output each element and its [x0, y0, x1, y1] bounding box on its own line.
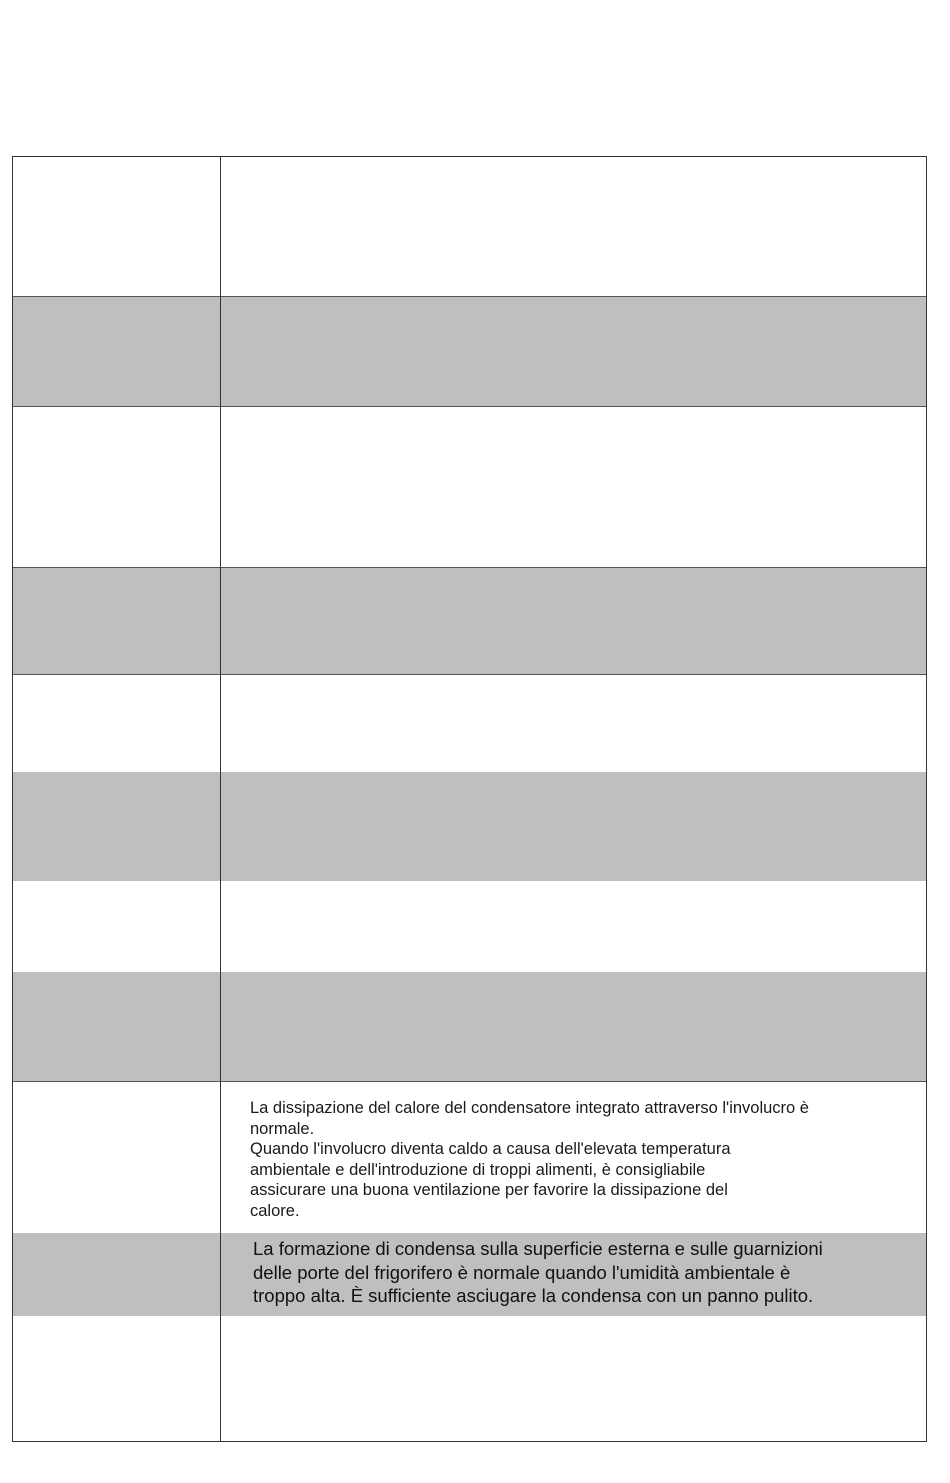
column-divider: [220, 157, 221, 1441]
row-description: La formazione di condensa sulla superficie esterna e sulle guarnizioni delle porte del frigorifero è normale quando l'umidità ambientale è troppo alta. È sufficiente asciugare la condensa con un panno pulito.: [253, 1238, 823, 1306]
table-row: [13, 406, 926, 567]
table-row: [13, 567, 926, 674]
table-row: [13, 1316, 926, 1441]
table-row: [13, 157, 926, 296]
table-row: [13, 296, 926, 406]
table-row: [13, 772, 926, 881]
table-row: [13, 881, 926, 972]
table-row: [13, 674, 926, 772]
table-row: [13, 1081, 926, 1233]
row-description: La dissipazione del calore del condensatore integrato attraverso l'involucro è normale. Quando l'involucro diventa caldo a causa dell'elevata temperatura ambientale e dell'introduzione di troppi alimenti, è consigliabile assicurare una buona ventilazione per favorire la dissipazione del calore.: [250, 1099, 809, 1220]
troubleshooting-table: [12, 156, 927, 1442]
table-row: [13, 972, 926, 1081]
table-row: [13, 1233, 926, 1316]
